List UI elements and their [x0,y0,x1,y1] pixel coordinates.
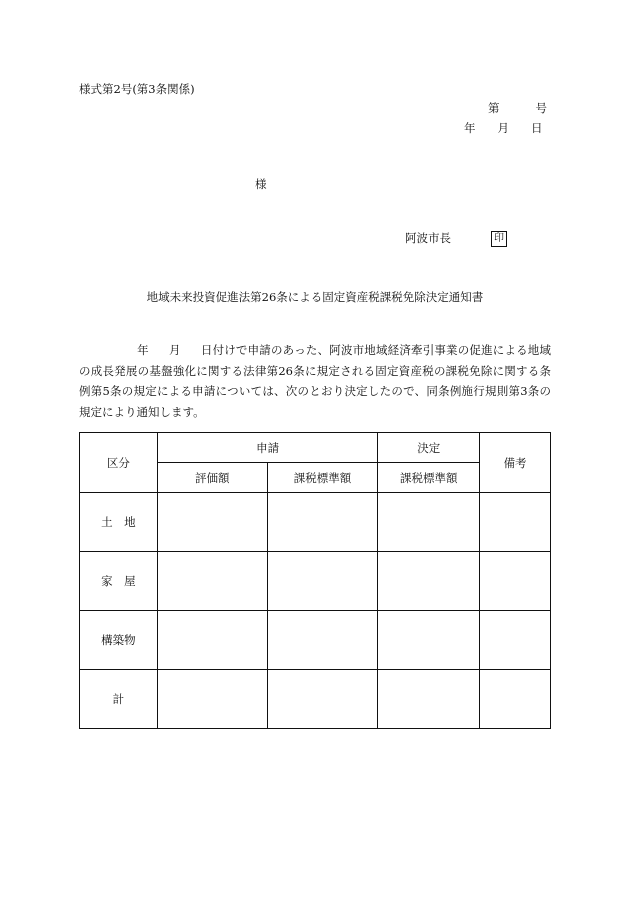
header-remarks: 備考 [480,433,551,493]
body-text: 日付けで申請のあった、阿波市地域経済牽引事業の促進による地域の成長発展の基盤強化に関する法律第26条に規定される固定資産税の課税免除に関する条例第5条の規定による申請については、次のとおり決定したので、同条例施行規則第3条の規定により通知します。 [79,343,551,419]
number-prefix: 第 [488,101,500,115]
date-day: 日 [531,121,543,135]
cell-empty [267,670,378,729]
cell-empty [157,493,267,552]
row-label-total: 計 [80,670,158,729]
cell-empty [267,552,378,611]
header-application: 申請 [157,433,378,463]
cell-empty [267,493,378,552]
cell-empty [480,552,551,611]
header-tax-base-decision: 課税標準額 [378,463,480,493]
cell-empty [480,611,551,670]
cell-empty [378,552,480,611]
date-month: 月 [497,121,509,135]
issuer-block [405,230,507,247]
cell-empty [378,611,480,670]
row-label-house: 家 屋 [80,552,158,611]
tax-exemption-table [79,432,551,729]
cell-empty [157,552,267,611]
header-tax-base-application: 課税標準額 [267,463,378,493]
header-decision: 決定 [378,433,480,463]
recipient-suffix: 様 [255,177,267,191]
number-suffix: 号 [535,101,547,115]
document-title: 地域未来投資促進法第26条による固定資産税課税免除決定通知書 [146,290,484,304]
cell-empty [378,493,480,552]
cell-empty [267,611,378,670]
header-category: 区分 [80,433,158,493]
cell-empty [480,670,551,729]
date-line [464,120,543,136]
row-label-land: 土 地 [80,493,158,552]
table-row [80,611,551,670]
body-year: 年 [137,343,149,357]
cell-empty [157,611,267,670]
form-number: 様式第2号(第3条関係) [79,82,195,96]
body-month: 月 [168,343,181,357]
table-row [80,493,551,552]
table-row [80,552,551,611]
body-paragraph [79,340,551,422]
cell-empty [157,670,267,729]
row-label-structure: 構築物 [80,611,158,670]
table-row [80,670,551,729]
seal-box: 印 [491,231,507,247]
document-number-line [488,100,547,116]
issuer-name: 阿波市長 [405,231,451,245]
cell-empty [378,670,480,729]
date-year: 年 [464,121,476,135]
header-assessed-value: 評価額 [157,463,267,493]
cell-empty [480,493,551,552]
